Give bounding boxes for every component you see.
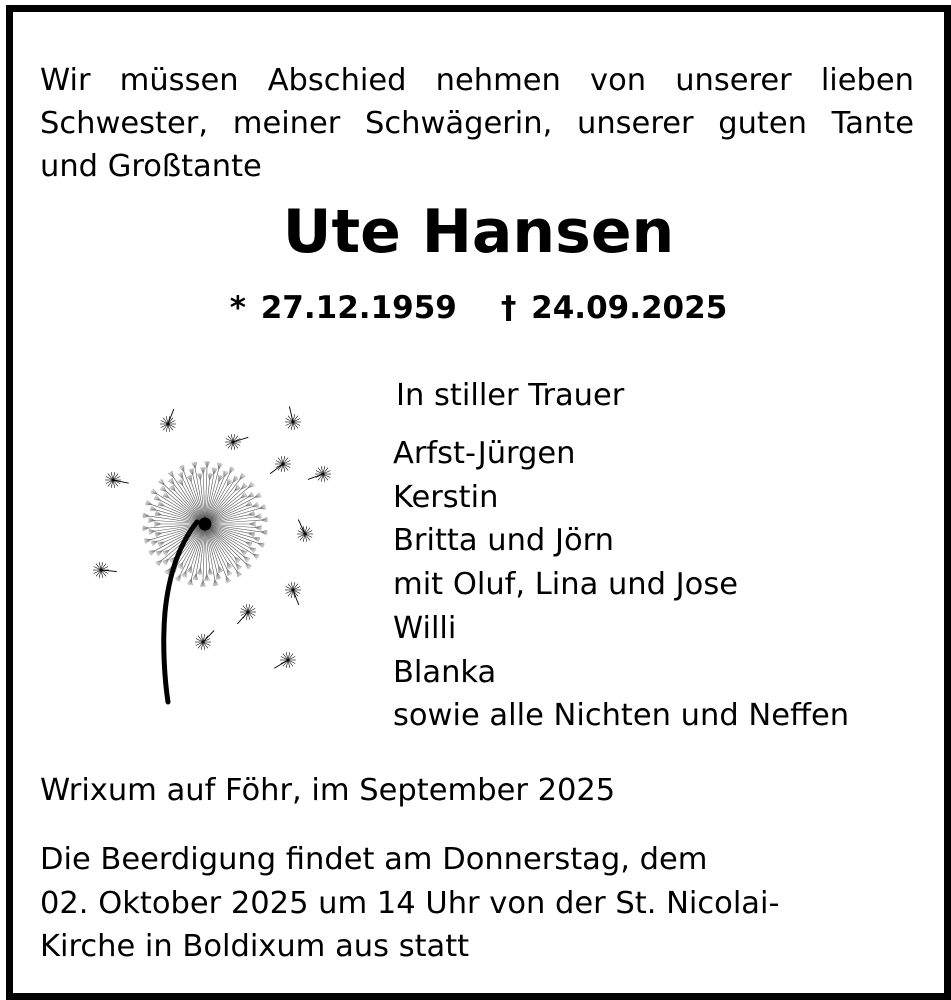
burial-line: Kirche in Boldixum aus statt [40, 929, 470, 964]
burial-line: Die Beerdigung findet am Donnerstag, dem [40, 842, 708, 877]
obituary-notice [6, 5, 951, 1000]
deceased-name: Ute Hansen [282, 197, 675, 267]
birth-date: * 27.12.1959 [229, 290, 457, 326]
burial-line: 02. Oktober 2025 um 14 Uhr von der St. Nicolai- [40, 885, 780, 921]
mourning-heading: In stiller Trauer [396, 378, 625, 413]
intro-text [40, 59, 914, 188]
mourner-name: Britta und Jörn [393, 523, 614, 559]
mourner-name: Blanka [393, 654, 497, 690]
mourner-name: sowie alle Nichten und Neffen [393, 698, 850, 734]
death-date: † 24.09.2025 [500, 290, 728, 326]
intro-line: Schwester, meiner Schwägerin, unserer guten Tante [40, 106, 914, 141]
mourner-name: Kerstin [393, 479, 499, 515]
life-dates [13, 288, 944, 328]
mourner-name: Arfst-Jürgen [393, 436, 576, 471]
intro-line: und Großtante [40, 149, 262, 184]
burial-info [40, 838, 779, 969]
dandelion-icon [83, 402, 343, 712]
intro-line: Wir müssen Abschied nehmen von unserer lieben [40, 63, 914, 98]
mourner-name: mit Oluf, Lina und Jose [393, 567, 738, 603]
place-and-date: Wrixum auf Föhr, im September 2025 [40, 773, 616, 808]
mourner-name: Willi [393, 610, 457, 646]
mourners-list [393, 432, 849, 738]
